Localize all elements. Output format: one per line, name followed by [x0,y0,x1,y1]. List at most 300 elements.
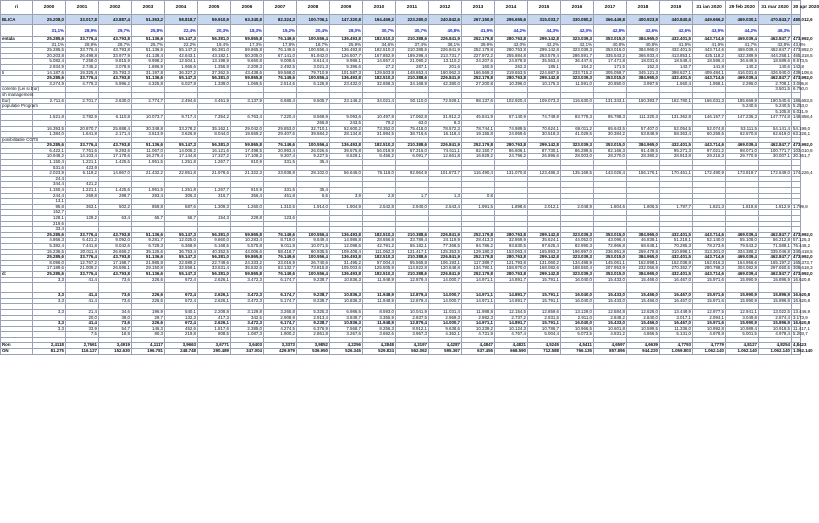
value-cell: 1.267,7 [198,188,231,194]
value-cell: 1.660,4 [660,81,693,87]
value-cell: 54.141,4 [759,126,792,132]
value-cell: 100.706,1 [297,15,330,25]
value-cell: 17.062,8 [396,115,429,121]
value-cell: 12.879,4 [396,277,429,283]
value-cell: 14.891,7 [495,277,528,283]
value-cell: 136.493,8 [330,255,363,261]
row-label: BLICA [1,15,33,25]
value-cell: 13.446,9 [793,308,811,314]
value-cell: 53.132,7 [264,266,297,272]
value-cell: 102.920,4 [495,98,528,104]
value-cell: 33.278,2 [165,126,198,132]
value-cell: 16.620,8 [793,320,811,326]
value-cell: 267.150,9 [462,15,495,25]
value-cell: 347.004 [231,349,264,355]
value-cell: 452,6 [165,326,198,332]
value-cell: 86.606,1 [495,148,528,154]
value-cell: 502,2 [99,204,132,210]
value-cell: 255.884,8 [495,53,528,59]
value-cell: 35.624,1 [528,238,561,244]
value-cell: 14.000,7 [429,298,462,304]
value-cell: 26.740,6 [297,260,330,266]
value-cell: 426.940,0 [759,70,792,76]
value-cell: 55.147,3 [165,232,198,238]
value-cell: 3,6403 [231,343,264,349]
value-cell: 141,8 [693,64,726,70]
value-cell [33,283,66,293]
value-cell: 134.488,9 [561,260,594,266]
value-cell: 9.638,6 [429,326,462,332]
value-cell: 9.093,6 [330,115,363,121]
value-cell: 10.836,3 [330,321,363,327]
value-cell: 123.486,3 [528,171,561,177]
value-cell: 15.236,5 [33,249,66,255]
value-cell: 331,5 [264,188,297,194]
value-cell: 432.401,5 [660,37,693,43]
value-cell: 9.998,2 [132,59,165,65]
value-cell: 97.021,2 [693,148,726,154]
row-label: sh management [2,91,34,97]
value-cell: 15.466,0 [627,321,660,327]
value-cell: 41,9% [693,42,726,48]
value-cell: 73,6 [99,277,132,283]
value-cell: 3.265,8 [264,309,297,315]
value-cell: 172.649,0 [759,171,792,177]
value-cell: 12.977,5 [693,309,726,315]
value-cell: 45.841,9 [462,115,495,121]
value-cell: 9.860,0 [198,238,231,244]
value-cell: 595.367 [429,349,462,355]
value-cell: 154,2 [561,64,594,70]
value-cell: 224.687,5 [528,70,561,76]
value-cell: 186.653,5 [793,97,813,103]
value-cell: 3,9 [330,193,363,199]
year-header-cell: 2005 [198,1,231,15]
value-cell: 153.063,4 [495,249,528,255]
value-cell: 34.021,4 [363,98,396,104]
value-cell: 10.041,9 [396,309,429,315]
value-cell: 227.972,2 [462,53,495,59]
value-cell: 33.789,4 [396,238,429,244]
value-cell: 25.208,0 [33,15,66,25]
value-cell: 12.626,0 [627,309,660,315]
value-cell: 232.066,9 [627,266,660,272]
value-cell: 299.142,8 [528,255,561,261]
value-cell: 236.951,8 [594,249,627,255]
value-cell: 20.870,7 [66,126,99,132]
value-cell: 117.389,7 [462,260,495,266]
value-cell: 21.978,6 [198,171,231,177]
value-cell: 24.207,6 [462,59,495,65]
value-cell: 76.149,6 [264,255,297,261]
percent-cell: 28,9% [66,25,99,37]
value-cell: 443.714,6 [693,37,726,43]
value-cell: 286.591,7 [561,53,594,59]
value-cell: 473.992,0 [793,142,813,148]
value-cell: 196.781 [132,349,165,355]
value-cell: 170.461,1 [660,171,693,177]
value-cell: 12.879,4 [396,298,429,304]
value-cell: 13.022,5 [759,309,792,315]
value-cell: 4,6597 [594,343,627,349]
value-cell: 1.260,0 [231,204,264,210]
value-cell: 44.006,6 [231,249,264,255]
value-cell: 240.842,6 [429,15,462,25]
value-cell: 3.021,3 [297,64,330,70]
value-cell: 1.425,6 [99,160,132,166]
value-cell: 409.484,1 [693,70,726,76]
value-cell: 13,1 [33,199,66,205]
percent-cell: 20,4% [297,25,330,37]
value-cell: 32.658,3 [363,81,396,87]
percent-cell: 42,6% [660,25,693,37]
value-cell: 43.793,8 [99,255,132,261]
value-cell: 12.584,8 [594,309,627,315]
value-cell: 2.208,8 [198,309,231,315]
value-cell [429,283,462,293]
value-cell: 42,1% [561,42,594,48]
value-cell: 57.125,3 [793,237,811,243]
value-cell: 280.763,8 [495,271,528,277]
value-cell: 3.967,3 [396,332,429,338]
value-cell: 51.136,6 [132,37,165,43]
value-cell: 36.753,4 [165,249,198,255]
value-cell: 2.908,9 [264,315,297,321]
value-cell: 413.853,1 [660,53,693,59]
value-cell: 46.838,1 [627,238,660,244]
value-cell: 290.489 [198,349,231,355]
value-cell: 164.956,6 [726,260,759,266]
value-cell: 3.274,9 [33,81,66,87]
percent-cell: 46,3% [759,25,792,37]
value-cell: 11.948,9 [363,298,396,304]
value-cell: 857.896 [594,349,627,355]
value-cell: 3.997,9 [627,81,660,87]
value-cell: 4,2848 [363,343,396,349]
value-cell: 2.934,9 [33,64,66,70]
value-cell: 24.119,9 [429,238,462,244]
corner-label: ri [1,1,33,15]
value-cell: 51.136,6 [132,232,165,238]
value-cell: 353.015,0 [594,271,627,277]
value-cell: 280.763,8 [495,48,528,54]
value-cell: 109.408,4 [330,249,363,255]
value-cell: 39,9% [462,42,495,48]
value-cell: 2.492,5 [264,64,297,70]
value-cell: 33.776,4 [66,232,99,238]
value-cell: 7.220,4 [264,115,297,121]
row-label: d: [1,271,33,277]
value-cell: 76.149,6 [264,76,297,82]
value-cell: 95.788,3 [594,115,627,121]
value-cell: 128,1 [33,216,66,222]
value-cell: 400.923,9 [627,15,660,25]
year-header-cell: 2019 [660,1,693,15]
value-cell: 67.140,9 [495,115,528,121]
year-header-cell: 29 feb 2020 [726,1,759,15]
value-cell: 33.776,4 [66,37,99,43]
value-cell: 1.310,5 [264,204,297,210]
value-cell: 22,2% [165,42,198,48]
value-cell: 25.285,6 [33,48,66,54]
value-cell: 51.136,6 [132,143,165,149]
value-cell: 129.180,3 [462,249,495,255]
value-cell: 4.767,4 [495,332,528,338]
value-cell: 29.770,9 [726,154,759,160]
value-cell: 219,6 [33,221,66,227]
value-cell: 5.996,2 [99,81,132,87]
value-cell: 3.782,9 [66,115,99,121]
value-cell: 432.401,5 [660,143,693,149]
value-cell: 52.140,0 [693,238,726,244]
value-cell: 182.510,3 [363,76,396,82]
value-cell: 11.417,1 [793,325,810,331]
value-cell: 443.714,6 [693,48,726,54]
value-cell: 2.385,0 [231,326,264,332]
value-cell: 196.997,0 [561,249,594,255]
value-cell: 15.466,0 [627,293,660,299]
value-cell: 26.498,8 [66,53,99,59]
value-cell: 280.763,8 [495,76,528,82]
value-cell: 25.285,6 [33,37,66,43]
value-cell: 1.425,6 [99,188,132,194]
value-cell: 68.648,1 [627,243,660,249]
value-cell: 74.749,9 [528,115,561,121]
value-cell: 136.493,8 [330,48,363,54]
value-cell: 100.771,7 [759,148,792,154]
percent-cell: 20,3% [198,25,231,37]
value-cell: 6.174,7 [264,321,297,327]
value-cell: 70.624,1 [528,126,561,132]
value-cell: 10.073,7 [132,115,165,121]
value-cell: 1.251,8 [165,160,198,166]
value-cell: 16.620,8 [793,292,811,298]
value-cell: 182.510,3 [363,143,396,149]
value-cell: 293,4 [132,193,165,199]
value-cell: 6.126,9 [297,81,330,87]
value-cell: 469.039,4 [726,232,759,238]
value-cell: 252.179,8 [462,232,495,238]
value-cell: 8.673,5 [793,58,808,64]
value-cell: 14.971,1 [462,298,495,304]
value-cell [264,283,297,293]
value-cell: 111.062,3 [363,249,396,255]
value-cell: 16.040,0 [561,321,594,327]
value-cell: 244,4 [33,193,66,199]
value-cell: 226.841,9 [429,143,462,149]
value-cell: 4.779,3 [66,81,99,87]
value-cell: 473.992,0 [793,47,813,53]
value-cell: 28.134,8 [330,132,363,138]
value-cell: 2.701,7 [66,98,99,104]
value-cell: 41,4 [66,277,99,283]
value-cell: 1.886,9 [132,64,165,70]
value-cell: 810,9 [231,188,264,194]
value-cell: 135.169,5 [561,171,594,177]
value-cell: 59.910,9 [198,15,231,25]
value-cell: 1.356,9 [198,64,231,70]
value-cell: 34,6% [363,42,396,48]
value-cell: 42.791,2 [363,243,396,249]
percent-cell: 43,9% [693,25,726,37]
value-cell: 8.593,0 [363,309,396,315]
value-cell: 384.965,0 [627,37,660,43]
value-cell: 6.110,8 [99,115,132,121]
value-cell: 1.641,8 [66,132,99,138]
value-cell: 19,4% [198,42,231,48]
value-cell: 78.572,3 [429,126,462,132]
value-cell: 8.614,4 [297,59,330,65]
value-cell: 10.836,3 [330,277,363,283]
value-cell: 11.591,0 [561,81,594,87]
value-cell: 148.653,4 [396,70,429,76]
value-cell: 11.948,9 [363,277,396,283]
value-cell: 166.031,3 [693,98,726,104]
value-cell: 43.793,8 [99,143,132,149]
value-cell [132,283,165,293]
value-cell: 28.102,0 [297,171,330,177]
value-cell: 2.874,4 [759,315,792,321]
value-cell: 10.992,8 [693,326,726,332]
value-cell: 10.948,2 [33,154,66,160]
value-cell: 21.322,3 [231,171,264,177]
value-cell: 229,8 [231,216,264,222]
value-cell: 22.749,6 [198,260,231,266]
value-cell: 100.556,4 [297,255,330,261]
value-cell: 2.494,6 [165,98,198,104]
value-cell: 40,8% [627,42,660,48]
percent-cell [792,25,801,37]
value-cell: 529.824 [363,349,396,355]
value-cell: 1.821,3 [693,204,726,210]
value-cell: 70.285,3 [660,243,693,249]
value-cell: 323.039,3 [561,143,594,149]
value-cell: 429.979 [264,349,297,355]
value-cell: 185,1 [528,64,561,70]
value-cell: 531,6 [33,165,66,171]
year-header-cell: 2002 [99,1,132,15]
value-cell: 15.971,6 [693,298,726,304]
value-cell: 536.950 [297,349,330,355]
value-cell: 540,1 [165,309,198,315]
value-cell: 83.778,3 [561,115,594,121]
value-cell: 384.965,0 [627,255,660,261]
value-cell: 20,0 [66,315,99,321]
row-label: populație Program [2,103,38,109]
value-cell: 94.786,2 [462,243,495,249]
value-cell: 1.991,5 [462,204,495,210]
value-cell: 8.096,0 [33,260,66,266]
value-cell: 4.362,1 [429,332,462,338]
value-cell: 125.505,9 [363,266,396,272]
value-cell: 13.129,0 [561,309,594,315]
value-cell: 469.039,4 [726,76,759,82]
value-cell: 76.149,6 [264,48,297,54]
value-cell: 672,4 [165,321,198,327]
value-cell: 353.015,0 [594,232,627,238]
value-cell: 43.887,4 [99,15,132,25]
value-cell: 73,6 [99,298,132,304]
value-cell: 15.791,1 [528,298,561,304]
value-cell: 16.829,2 [462,154,495,160]
value-cell: 6.168,5 [198,243,231,249]
value-cell: 4,8423 [793,342,807,348]
value-cell: 432.401,5 [660,48,693,54]
value-cell: 672,4 [165,298,198,304]
value-cell: 18,7% [297,42,330,48]
value-cell: 30.351,7 [793,153,811,159]
value-cell: 35,4 [297,160,330,166]
value-cell: 30.007,1 [759,154,792,160]
value-cell: 105.003,6 [330,266,363,272]
value-cell: 3.626,9 [165,132,198,138]
value-cell: 16.620,8 [793,276,811,282]
table-row [1,283,801,293]
value-cell: 174.226,4 [793,170,813,176]
value-cell: 323.039,3 [561,271,594,277]
value-cell: 43,8% [793,41,806,47]
value-cell: 5.240,5 [759,104,792,110]
value-cell: 57.004,4 [363,260,396,266]
year-header-cell: 31 mar 2020 [759,1,792,15]
percent-cell: 31,1% [33,25,66,37]
value-cell: 384.965,0 [627,76,660,82]
value-cell: 266,8 [297,120,330,126]
value-cell: 672,4 [165,277,198,283]
value-cell: 19.155,8 [462,132,495,138]
value-cell: 3,3373 [264,343,297,349]
value-cell: 8.042,6 [99,243,132,249]
value-cell: 25,7% [132,42,165,48]
row-label: corente (Lei si Eur) [2,86,40,92]
value-cell: 252.179,8 [462,76,495,82]
value-cell: 366.449,8 [594,15,627,25]
value-cell: 24,4 [33,176,66,182]
value-cell: 7.568,7 [330,326,363,332]
value-cell: 30.348,8 [132,126,165,132]
value-cell: 4.325,8 [132,81,165,87]
value-cell: 81.275 [33,349,66,355]
value-cell: 129.503,9 [363,70,396,76]
value-cell: 145.061,1 [594,260,627,266]
value-cell: 2,8 [363,193,396,199]
value-cell: 51.218,1 [660,238,693,244]
value-cell: 56.381,0 [198,255,231,261]
value-cell: 15.791,1 [528,321,561,327]
value-cell: 4.274,5 [264,326,297,332]
value-cell: 5.105,8 [759,109,792,115]
year-header-cell: 2011 [396,1,429,15]
value-cell: 5.203,7 [793,331,808,337]
value-cell: 106.193,1 [429,260,462,266]
value-cell: 41.029,5 [561,132,594,138]
value-cell: 4,4287 [429,343,462,349]
value-cell: 121.793,8 [495,260,528,266]
value-cell: 40.352,5 [198,249,231,255]
percent-cell: 42,0% [561,25,594,37]
value-cell: 82.150,7 [462,148,495,154]
value-cell: 7.258,0 [66,59,99,65]
value-cell: 3,6771 [198,343,231,349]
value-cell: 469.039,4 [726,37,759,43]
value-cell: 26.026,6 [297,148,330,154]
value-cell: 166.569,3 [462,70,495,76]
value-cell: 1.150,4 [33,188,66,194]
value-cell: 469.039,4 [726,48,759,54]
value-cell: 56.381,0 [198,76,231,82]
value-cell: 31.912,3 [429,115,462,121]
value-cell: 33,4 [33,227,66,233]
